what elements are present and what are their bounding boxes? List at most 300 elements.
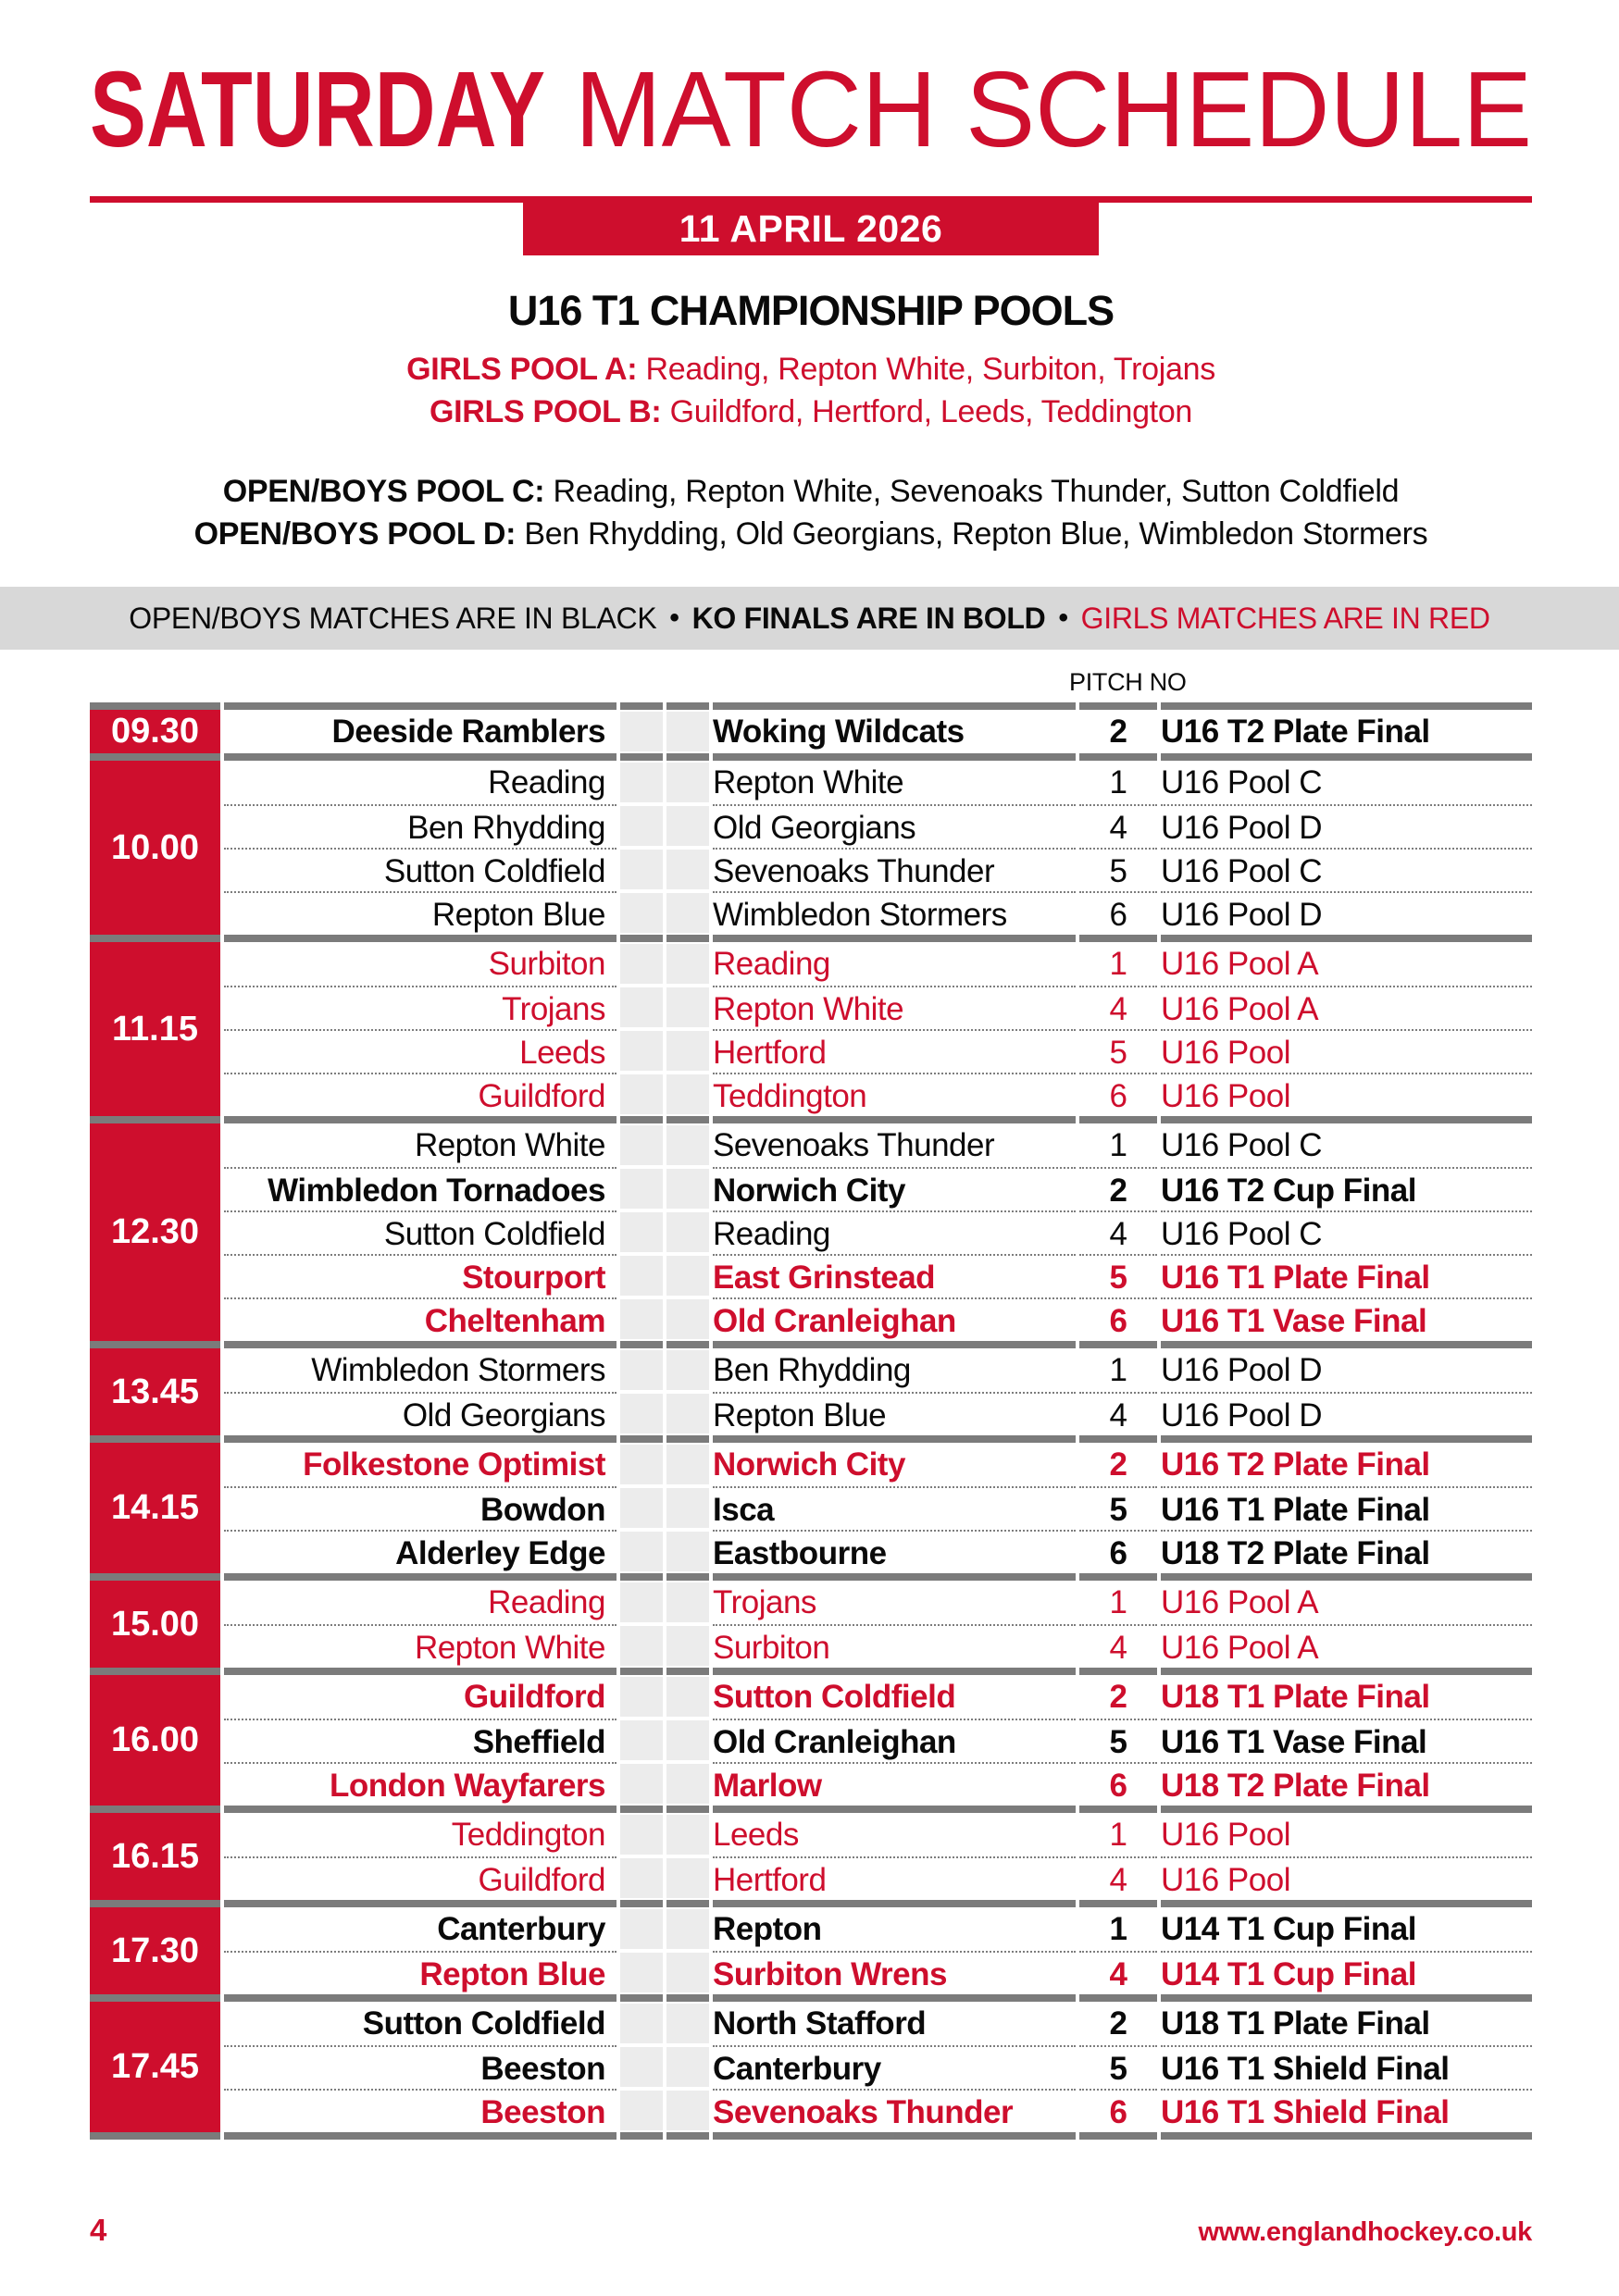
separator-bar-segment [620,1116,663,1123]
separator-bar-segment [1079,1435,1157,1443]
vs-spacer [620,2091,663,2130]
vs-spacer [666,1858,709,1898]
separator-bar-segment [224,1994,616,2002]
home-team: Surbiton [488,946,605,982]
separator-bar [90,1668,1532,1675]
pitch-number: 1 [1109,946,1127,982]
vs-spacer [666,2091,709,2130]
vs-spacer [620,1953,663,1992]
time-cell: 12.30 [90,1123,220,1341]
competition: U18 T1 Plate Final [1161,1679,1430,1715]
separator-bar-segment [224,935,616,942]
separator-bar-segment [1161,1341,1532,1348]
vs-spacer [666,850,709,889]
pool-teams: Ben Rhydding, Old Georgians, Repton Blue, Wimbledon Stormers [516,516,1428,552]
separator-bar [90,2132,1532,2140]
vs-spacer [620,1350,663,1390]
separator-bar-segment [713,753,1076,761]
away-team: Teddington [713,1073,1076,1116]
pitch-number: 5 [1079,1254,1157,1297]
separator-bar-segment [666,702,709,710]
competition: U14 T1 Cup Final [1161,1951,1532,1994]
away-team: Sutton Coldfield [713,1679,956,1715]
vs-spacer [666,1626,709,1666]
time-cell: 11.15 [90,942,220,1116]
vs-spacer [666,1031,709,1071]
vs-spacer [666,1125,709,1165]
header [90,0,1532,555]
separator-bar-segment [224,1900,616,1907]
pool-list [90,348,1532,555]
separator-bar-segment [620,1806,663,1813]
home-team: Leeds [224,1029,616,1073]
pitch-number: 4 [1079,1856,1157,1900]
separator-bar-segment [1161,753,1532,761]
pitch-number: 2 [1109,1446,1127,1483]
home-team: Trojans [224,986,616,1029]
home-team: Folkestone Optimist [303,1446,605,1483]
competition: U16 Pool [1161,1817,1290,1853]
legend-banner [0,587,1619,650]
page-number: 4 [90,2213,107,2247]
vs-spacer [620,1626,663,1666]
home-team: Reading [488,764,605,800]
vs-spacer [620,1815,663,1855]
separator-bar-segment [620,1900,663,1907]
separator-bar-segment [666,1573,709,1581]
vs-spacer [666,1445,709,1484]
vs-spacer [620,712,663,751]
pitch-number: 5 [1079,1029,1157,1073]
pitch-number: 1 [1109,1584,1127,1620]
separator-bar-segment [1079,1806,1157,1813]
vs-spacer [666,1488,709,1528]
separator-bar-segment [620,1341,663,1348]
vs-spacer [620,1858,663,1898]
away-team: Sevenoaks Thunder [713,848,1076,891]
separator-bar-segment [620,2132,663,2140]
vs-spacer [620,1677,663,1717]
separator-bar-segment [1161,1116,1532,1123]
time-cell: 16.00 [90,1675,220,1806]
vs-spacer [666,1350,709,1390]
competition: U16 Pool D [1161,891,1532,935]
away-team: Norwich City [713,1446,905,1483]
footer [90,2213,1532,2248]
away-team: Trojans [713,1584,816,1620]
separator-bar-segment [90,1573,220,1581]
away-team: Canterbury [713,2045,1076,2089]
pitch-number: 5 [1079,2045,1157,2089]
home-team: Sutton Coldfield [224,848,616,891]
home-team: Guildford [224,1073,616,1116]
separator-bar-segment [1161,1435,1532,1443]
time-block [90,761,1532,935]
away-team: East Grinstead [713,1254,1076,1297]
separator-bar-segment [666,1900,709,1907]
home-team: Guildford [224,1856,616,1900]
pool-label: OPEN/BOYS POOL C: [222,474,545,509]
vs-spacer [666,1677,709,1717]
separator-bar-segment [90,1806,220,1813]
competition: U16 Pool C [1161,1210,1532,1254]
away-team: Surbiton Wrens [713,1951,1076,1994]
vs-spacer [620,944,663,984]
separator-bar-segment [666,1341,709,1348]
separator-bar-segment [666,1435,709,1443]
competition: U14 T1 Cup Final [1161,1911,1416,1947]
separator-bar-segment [90,1900,220,1907]
separator-bar-segment [1079,702,1157,710]
away-team: Leeds [713,1817,799,1853]
competition: U18 T1 Plate Final [1161,2005,1430,2042]
home-team: Alderley Edge [224,1530,616,1573]
vs-spacer [620,1169,663,1209]
separator-bar-segment [224,1668,616,1675]
vs-spacer [666,1532,709,1571]
vs-spacer [620,1909,663,1949]
competition: U16 Pool A [1161,946,1319,982]
home-team: Reading [488,1584,605,1620]
time-block [90,1443,1532,1573]
away-team: Repton White [713,764,904,800]
pitch-number: 4 [1079,1951,1157,1994]
vs-spacer [620,1212,663,1252]
separator-bar-segment [713,1806,1076,1813]
separator-bar-segment [620,753,663,761]
pitch-number: 2 [1109,1679,1127,1715]
separator-bar-segment [224,1116,616,1123]
separator-bar-segment [224,1341,616,1348]
separator-bar-segment [224,1573,616,1581]
separator-bar-segment [620,935,663,942]
separator-bar-segment [90,935,220,942]
separator-bar-segment [224,1806,616,1813]
time-cell: 16.15 [90,1813,220,1900]
separator-bar-segment [620,1668,663,1675]
pitch-number: 6 [1079,891,1157,935]
separator-bar-segment [1161,2132,1532,2140]
vs-spacer [620,850,663,889]
separator-bar-segment [1161,1573,1532,1581]
vs-spacer [620,763,663,802]
separator-bar-segment [90,753,220,761]
away-team: Repton [713,1911,822,1947]
separator-bar-segment [1079,753,1157,761]
separator-bar-segment [1079,1668,1157,1675]
separator-bar-segment [620,1994,663,2002]
separator-bar [90,1573,1532,1581]
vs-spacer [666,944,709,984]
vs-spacer [620,1532,663,1571]
vs-spacer [666,1764,709,1804]
competition: U16 T1 Vase Final [1161,1297,1532,1341]
separator-bar-segment [90,1435,220,1443]
time-block [90,1348,1532,1435]
vs-spacer [620,1074,663,1114]
separator-bar-segment [666,753,709,761]
competition: U16 Pool [1161,1073,1532,1116]
pitch-number: 4 [1079,986,1157,1029]
title-match-schedule: MATCH SCHEDULE [575,63,1532,163]
away-team: Reading [713,1210,1076,1254]
time-block [90,710,1532,753]
competition: U16 Pool D [1161,1352,1322,1388]
home-team: London Wayfarers [224,1762,616,1806]
competition: U16 Pool C [1161,1127,1322,1163]
pool-label: OPEN/BOYS POOL D: [193,516,517,552]
separator-bar-segment [713,1435,1076,1443]
home-team: Canterbury [437,1911,605,1947]
separator-bar-segment [666,1116,709,1123]
competition: U16 Pool [1161,1029,1532,1073]
competition: U16 T2 Cup Final [1161,1167,1532,1210]
competition: U16 T1 Vase Final [1161,1719,1532,1762]
separator-bar-segment [713,935,1076,942]
separator-bar-segment [620,702,663,710]
separator-bar-segment [90,702,220,710]
pool-line [90,513,1532,555]
separator-bar-segment [1161,935,1532,942]
time-cell: 15.00 [90,1581,220,1668]
vs-spacer [620,1394,663,1433]
time-block [90,1123,1532,1341]
vs-spacer [620,1125,663,1165]
pitch-number: 6 [1079,1073,1157,1116]
time-block [90,1675,1532,1806]
competition: U16 T1 Plate Final [1161,1486,1532,1530]
separator-bar-segment [90,1994,220,2002]
legend-ko-finals: KO FINALS ARE IN BOLD [691,601,1046,635]
home-team: Deeside Ramblers [331,714,605,750]
pitch-number: 5 [1079,1486,1157,1530]
competition: U16 Pool A [1161,1624,1532,1668]
title-saturday: SATURDAY [90,63,545,163]
separator-bar-segment [1161,1806,1532,1813]
separator-bar [90,1900,1532,1907]
separator-bar-segment [713,702,1076,710]
vs-spacer [620,1445,663,1484]
separator-bar-segment [713,1573,1076,1581]
home-team: Beeston [224,2045,616,2089]
vs-spacer [620,2004,663,2043]
vs-spacer [620,1299,663,1339]
away-team: Old Georgians [713,804,1076,848]
vs-spacer [666,1394,709,1433]
vs-spacer [666,1256,709,1296]
away-team: Sevenoaks Thunder [713,2089,1076,2132]
separator-bar-segment [666,935,709,942]
competition: U18 T2 Plate Final [1161,1762,1532,1806]
pools-title: U16 T1 CHAMPIONSHIP POOLS [507,287,1115,334]
separator-bar-segment [713,1116,1076,1123]
separator-bar-segment [1161,1900,1532,1907]
separator-bar-segment [620,1435,663,1443]
pitch-number: 4 [1079,1392,1157,1435]
vs-spacer [620,1256,663,1296]
pool-label: GIRLS POOL B: [429,394,662,429]
separator-bar-segment [1079,1994,1157,2002]
separator-bar [90,1435,1532,1443]
home-team: Sutton Coldfield [362,2005,605,2042]
pitch-no-label: PITCH NO [1069,668,1187,696]
separator-bar [90,1116,1532,1123]
separator-bar [90,1341,1532,1348]
separator-bar-segment [666,1668,709,1675]
time-block [90,2002,1532,2132]
legend-open-boys: OPEN/BOYS MATCHES ARE IN BLACK [129,601,657,635]
pitch-number: 6 [1079,2089,1157,2132]
pitch-number: 2 [1079,1167,1157,1210]
competition: U16 Pool C [1161,848,1532,891]
date-banner [523,203,1099,255]
home-team: Repton Blue [224,1951,616,1994]
date-text: 11 APRIL 2026 [679,207,943,250]
home-team: Wimbledon Stormers [311,1352,605,1388]
away-team: Hertford [713,1029,1076,1073]
pool-teams: Guildford, Hertford, Leeds, Teddington [661,394,1193,429]
pool-line [90,391,1532,433]
pitch-number: 5 [1079,848,1157,891]
competition: U16 T1 Plate Final [1161,1254,1532,1297]
competition: U16 Pool C [1161,764,1322,800]
pitch-number: 1 [1109,764,1127,800]
home-team: Repton White [224,1624,616,1668]
vs-spacer [666,1169,709,1209]
time-cell: 14.15 [90,1443,220,1573]
away-team: Eastbourne [713,1530,1076,1573]
separator-bar-segment [666,2132,709,2140]
pitch-number: 1 [1109,1127,1127,1163]
competition: U16 Pool D [1161,804,1532,848]
away-team: Wimbledon Stormers [713,891,1076,935]
vs-spacer [620,893,663,933]
title-rule [90,196,1532,203]
website-url: www.englandhockey.co.uk [1198,2217,1532,2247]
vs-spacer [666,2047,709,2087]
time-block [90,1907,1532,1994]
vs-spacer [666,1953,709,1992]
legend-girls: GIRLS MATCHES ARE IN RED [1080,601,1490,635]
pitch-number: 6 [1079,1297,1157,1341]
pitch-number: 1 [1109,1817,1127,1853]
away-team: North Stafford [713,2005,927,2042]
separator-bar [90,1806,1532,1813]
home-team: Repton White [414,1127,605,1163]
pitch-number: 6 [1079,1530,1157,1573]
competition: U16 Pool A [1161,1584,1319,1620]
competition: U16 Pool D [1161,1392,1532,1435]
home-team: Repton Blue [224,891,616,935]
competition: U16 Pool [1161,1856,1532,1900]
home-team: Guildford [464,1679,605,1715]
separator-bar-segment [1161,702,1532,710]
away-team: Norwich City [713,1167,1076,1210]
competition: U18 T2 Plate Final [1161,1530,1532,1573]
separator-bar [90,702,1532,710]
vs-spacer [620,1031,663,1071]
separator-bar-segment [90,1668,220,1675]
separator-bar-segment [224,702,616,710]
competition: U16 T2 Plate Final [1161,714,1430,750]
away-team: Repton White [713,986,1076,1029]
vs-spacer [620,1720,663,1760]
separator-bar-segment [1079,935,1157,942]
pitch-number: 1 [1109,1911,1127,1947]
vs-spacer [666,1909,709,1949]
home-team: Sheffield [224,1719,616,1762]
competition: U16 Pool A [1161,986,1532,1029]
separator-bar-segment [1079,2132,1157,2140]
home-team: Ben Rhydding [224,804,616,848]
separator-bar-segment [713,1668,1076,1675]
vs-spacer [620,1582,663,1622]
separator-bar-segment [1079,1116,1157,1123]
separator-bar-segment [713,1341,1076,1348]
vs-spacer [620,987,663,1027]
separator-bar [90,935,1532,942]
time-block [90,942,1532,1116]
home-team: Bowdon [224,1486,616,1530]
separator-bar-segment [90,1116,220,1123]
vs-spacer [666,1815,709,1855]
pool-label: GIRLS POOL A: [406,352,638,387]
schedule-blocks [90,702,1532,2140]
vs-spacer [666,712,709,751]
vs-spacer [666,1299,709,1339]
separator-bar-segment [620,1573,663,1581]
vs-spacer [666,1582,709,1622]
page-title [90,63,1532,163]
away-team: Reading [713,946,830,982]
pool-line [90,470,1532,513]
home-team: Wimbledon Tornadoes [224,1167,616,1210]
separator-bar-segment [713,2132,1076,2140]
separator-bar-segment [713,1900,1076,1907]
separator-bar-segment [1079,1900,1157,1907]
vs-spacer [620,1764,663,1804]
vs-spacer [620,1488,663,1528]
home-team: Cheltenham [224,1297,616,1341]
vs-spacer [666,806,709,846]
separator-bar-segment [90,2132,220,2140]
vs-spacer [666,1074,709,1114]
away-team: Isca [713,1486,1076,1530]
pitch-number: 4 [1079,1624,1157,1668]
home-team: Sutton Coldfield [224,1210,616,1254]
separator-bar-segment [713,1994,1076,2002]
pitch-number: 1 [1109,1352,1127,1388]
time-block [90,1813,1532,1900]
away-team: Woking Wildcats [713,714,965,750]
pitch-number: 2 [1109,714,1127,750]
away-team: Hertford [713,1856,1076,1900]
separator-bar-segment [224,1435,616,1443]
home-team: Stourport [224,1254,616,1297]
separator-bar-segment [1161,1994,1532,2002]
separator-bar-segment [666,1806,709,1813]
pitch-number: 4 [1079,1210,1157,1254]
pool-teams: Reading, Repton White, Sevenoaks Thunder, Sutton Coldfield [544,474,1400,509]
away-team: Marlow [713,1762,1076,1806]
vs-spacer [620,806,663,846]
vs-spacer [666,987,709,1027]
away-team: Old Cranleighan [713,1297,1076,1341]
away-team: Ben Rhydding [713,1352,911,1388]
home-team: Teddington [451,1817,605,1853]
separator-bar-segment [1161,1668,1532,1675]
time-block [90,1581,1532,1668]
